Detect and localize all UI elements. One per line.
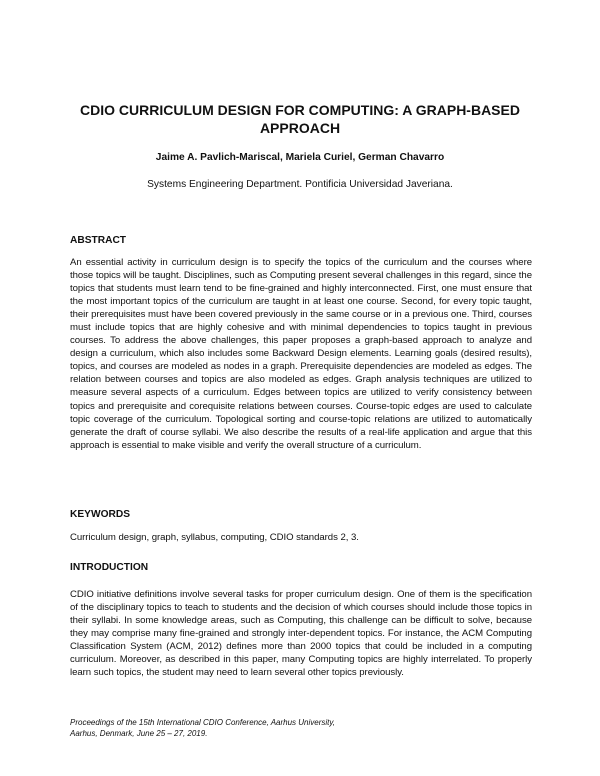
keywords-heading: KEYWORDS xyxy=(70,509,130,520)
footer-line-1: Proceedings of the 15th International CDIO Conference, Aarhus University, xyxy=(70,718,336,727)
footer-line-2: Aarhus, Denmark, June 25 – 27, 2019. xyxy=(70,729,208,738)
introduction-text: CDIO initiative definitions involve several tasks for proper curriculum design. One of them is the specification of the disciplinary topics to teach to students and the decision of which courses should include those topics in their syllabi. In some knowledge areas, such as Computing, this challenge can be difficult to solve, because they may comprise many fine-grained and strongly inter-dependent topics. For instance, the ACM Computing Classification System (ACM, 2012) defines more than 2000 topics that could be included in a computing curriculum. Moreover, as described in this paper, many Computing topics are highly interrelated. To properly learn such topics, the student may need to learn several other topics previously. xyxy=(70,589,532,679)
paper-title-line-1: CDIO CURRICULUM DESIGN FOR COMPUTING: A GRAPH-BASED xyxy=(80,102,520,118)
abstract-heading: ABSTRACT xyxy=(70,235,127,246)
paper-affiliation: Systems Engineering Department. Pontificia Universidad Javeriana. xyxy=(147,179,453,190)
paper-title-line-2: APPROACH xyxy=(259,120,341,136)
proceedings-footer xyxy=(70,717,335,739)
abstract-text: An essential activity in curriculum design is to specify the topics of the curriculum and the courses where those topics will be taught. Disciplines, such as Computing present several challenges in this regard, since the topics that students must learn tend to be fine-grained and highly interconnected. First, one must ensure that the most important topics of the curriculum are taught in at least one course. Second, for every topic taught, their prerequisites must have been covered previously in the same course or in a previous one. Third, courses must include topics that are highly cohesive and with minimal dependencies to topics taught in previous courses. To address the above challenges, this paper proposes a graph-based approach to analyze and design a curriculum, which also includes some Backward Design elements. Learning goals (desired results), topics, and courses are modeled as nodes in a graph. Prerequisite dependencies are modeled as edges. The relation between courses and topics are also modeled as edges. Graph analysis techniques are utilized to measure several aspects of a curriculum. Edges between topics are utilized to verify consistency between topics and prerequisite and corequisite relations between courses. Course-topic edges are used to calculate topic coverage of the curriculum. Topological sorting and course-topic relations are utilized to automatically generate the draft of course syllabi. We also describe the results of a real-life application and argue that this approach is essential to make visible and verify the overall structure of a curriculum. xyxy=(70,257,532,451)
paper-authors: Jaime A. Pavlich-Mariscal, Mariela Curiel, German Chavarro xyxy=(155,152,445,163)
keywords-text: Curriculum design, graph, syllabus, computing, CDIO standards 2, 3. xyxy=(70,532,359,543)
paper-title xyxy=(60,101,540,137)
introduction-heading: INTRODUCTION xyxy=(70,562,149,573)
